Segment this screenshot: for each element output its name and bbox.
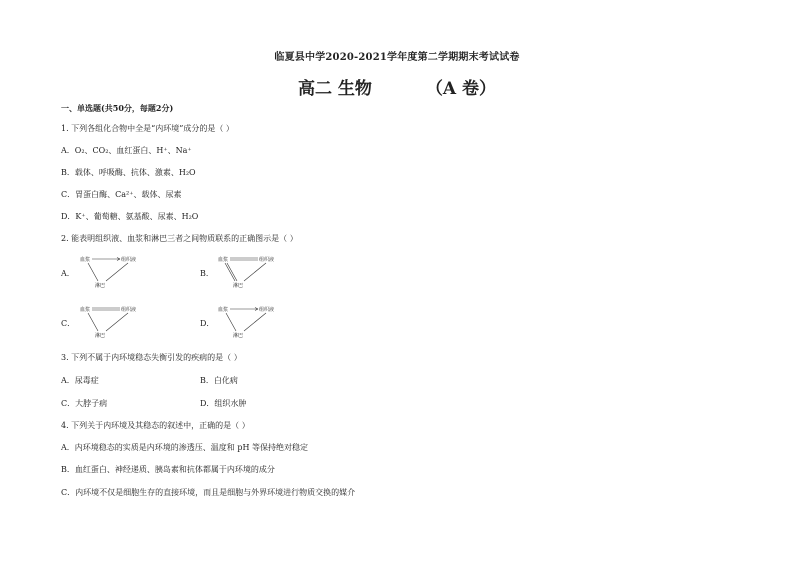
q2-option-b-letter: B． <box>200 269 214 278</box>
diagram-b-tissue-label: 组织液 <box>259 257 275 263</box>
q1-option-c: C．胃蛋白酶、Ca²⁺、载体、尿素 <box>61 190 182 199</box>
q4-option-c: C．内环境不仅是细胞生存的直接环境，而且是细胞与外界环境进行物质交换的媒介 <box>61 488 356 497</box>
diagram-b-arrow-plasma-lymph <box>225 263 235 281</box>
question-3-stem: 3. 下列不属于内环境稳态失衡引发的疾病的是（ ） <box>61 353 242 362</box>
q2-diagram-b <box>218 255 288 291</box>
diagram-d-lymph-label: 淋巴 <box>233 333 244 339</box>
diagram-a-arrow-plasma-lymph <box>88 263 98 281</box>
diagram-c-arrow-plasma-lymph <box>88 313 98 331</box>
diagram-a-tissue-label: 组织液 <box>121 257 137 263</box>
diagram-a-plasma-label: 血浆 <box>80 257 91 263</box>
diagram-d-arrow-plasma-lymph <box>226 313 236 331</box>
q1-option-a: A．O₂、CO₂、血红蛋白、H⁺、Na⁺ <box>61 146 192 155</box>
diagram-c-plasma-label: 血浆 <box>80 307 91 313</box>
grade-subject: 高二 生物 <box>297 79 372 99</box>
q2-diagram-d <box>218 305 288 341</box>
q2-diagram-c <box>80 305 150 341</box>
diagram-b-arrow-tissue-lymph <box>244 263 266 281</box>
question-4-stem: 4. 下列关于内环境及其稳态的叙述中，正确的是（ ） <box>61 421 250 430</box>
q4-option-b: B．血红蛋白、神经递质、胰岛素和抗体都属于内环境的成分 <box>61 465 275 474</box>
diagram-c-lymph-label: 淋巴 <box>95 333 106 339</box>
diagram-b-plasma-label: 血浆 <box>218 257 229 263</box>
diagram-b-lymph-label: 淋巴 <box>233 283 244 289</box>
question-1-stem: 1. 下列各组化合物中全是“内环境”成分的是（ ） <box>61 124 234 133</box>
diagram-a-arrow-tissue-lymph <box>106 263 128 281</box>
school-exam-title: 临夏县中学2020-2021学年度第二学期期末考试试卷 <box>274 52 520 63</box>
q1-option-b: B．载体、呼吸酶、抗体、激素、H₂O <box>61 168 196 177</box>
q3-option-b: B．白化病 <box>200 376 238 385</box>
paper-version: （A 卷） <box>425 79 497 99</box>
diagram-d-tissue-label: 组织液 <box>259 307 275 313</box>
diagram-d-plasma-label: 血浆 <box>218 307 229 313</box>
diagram-d-arrow-tissue-lymph <box>244 313 266 331</box>
diagram-a-lymph-label: 淋巴 <box>95 283 106 289</box>
q2-option-a-letter: A． <box>61 269 75 278</box>
q1-option-d: D．K⁺、葡萄糖、氨基酸、尿素、H₂O <box>61 212 199 221</box>
diagram-c-arrow-tissue-lymph <box>106 313 128 331</box>
q4-option-a: A．内环境稳态的实质是内环境的渗透压、温度和 pH 等保持绝对稳定 <box>61 443 308 452</box>
q3-option-d: D．组织水肿 <box>200 399 247 408</box>
diagram-c-tissue-label: 组织液 <box>121 307 137 313</box>
q3-option-a: A．尿毒症 <box>61 376 99 385</box>
question-2-stem: 2. 能表明组织液、血浆和淋巴三者之间物质联系的正确图示是（ ） <box>61 234 298 243</box>
q2-option-d-letter: D． <box>200 319 215 328</box>
q3-option-c: C．大脖子病 <box>61 399 108 408</box>
subject-title <box>0 74 794 99</box>
q2-diagram-a <box>80 255 150 291</box>
q2-option-c-letter: C． <box>61 319 76 328</box>
section-heading: 一、单选题(共50分，每题2分) <box>61 103 174 113</box>
